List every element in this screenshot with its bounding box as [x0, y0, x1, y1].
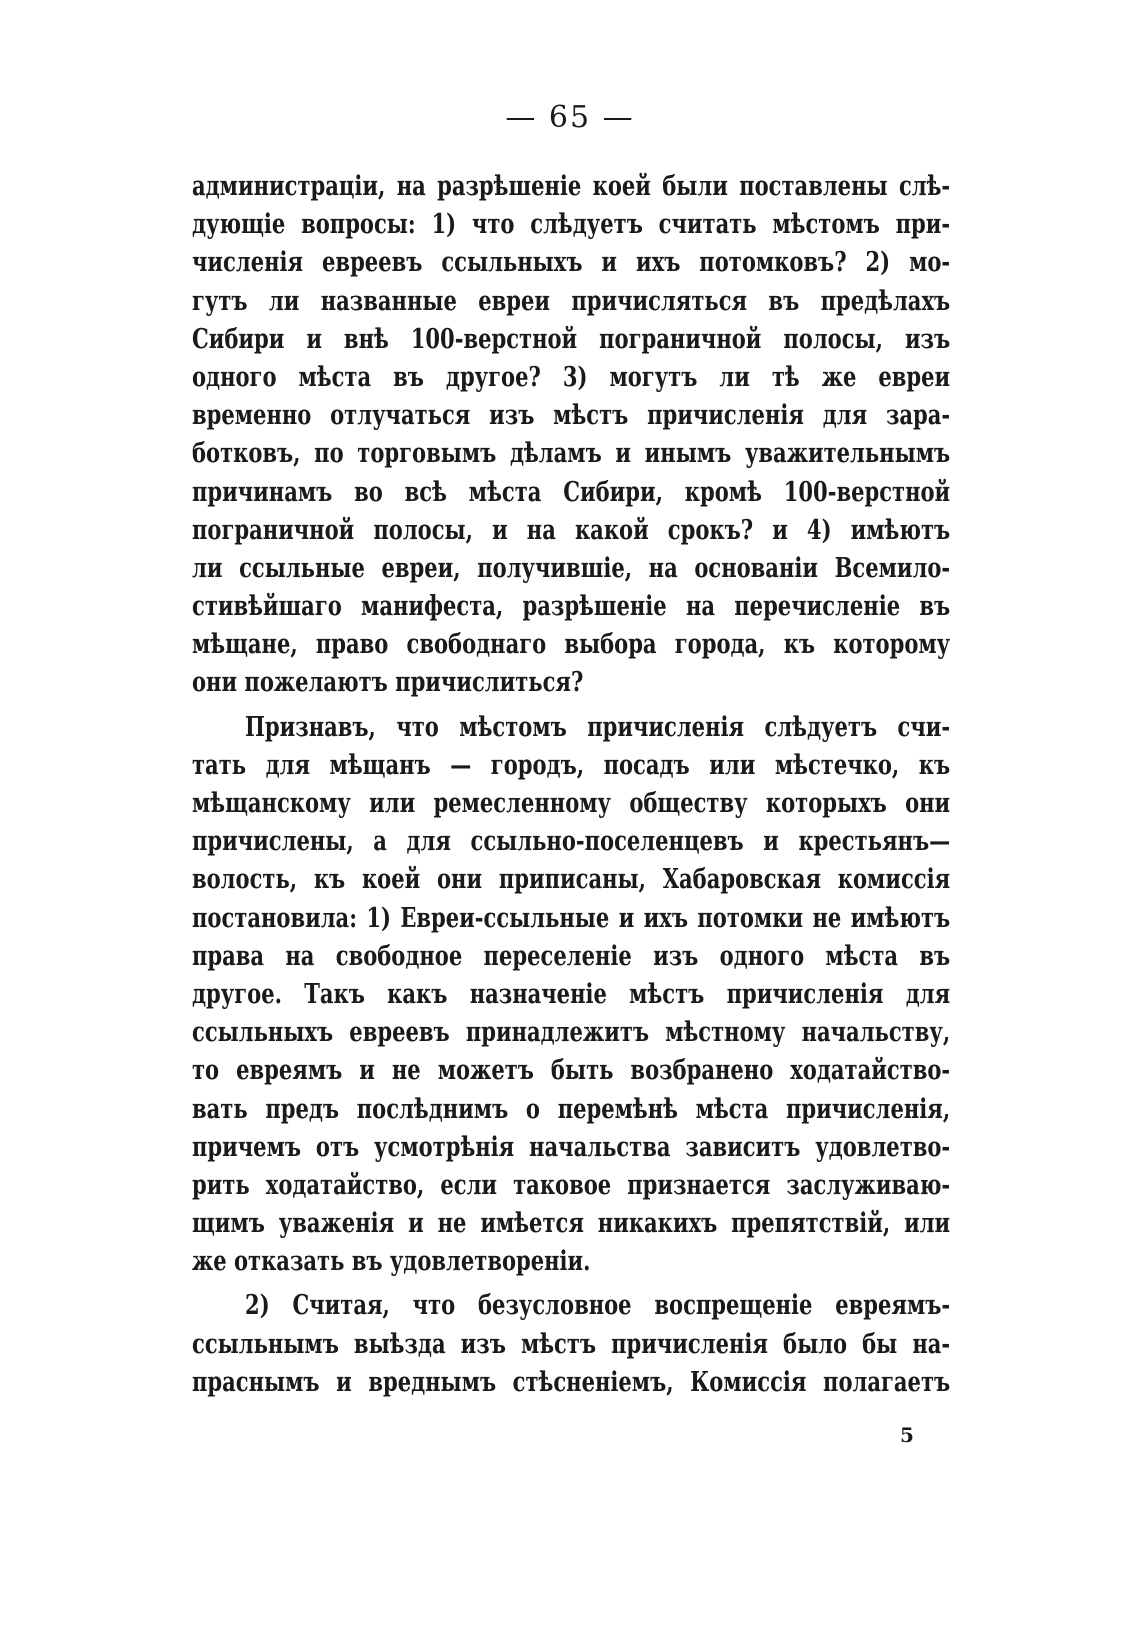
text-line: Признавъ, что мѣстомъ причисленія слѣдуетъ счи- [245, 711, 951, 743]
paragraph-3 [192, 1287, 950, 1402]
text-line: гутъ ли названные евреи причисляться въ предѣлахъ [192, 285, 951, 317]
text-line: вать предъ послѣднимъ о перемѣнѣ мѣста причисленія, [192, 1093, 951, 1125]
text-line: рить ходатайство, если таковое признается заслуживаю- [192, 1169, 951, 1201]
text-line: администраціи, на разрѣшеніе коей были поставлены слѣ- [192, 171, 951, 202]
text-line: ли ссыльные евреи, получившіе, на основаніи Всемило- [192, 552, 951, 584]
text-line: дующіе вопросы: 1) что слѣдуетъ считать мѣстомъ при- [192, 209, 951, 241]
text-line: другое. Такъ какъ назначеніе мѣстъ причисленія для [192, 978, 951, 1010]
text-line: же отказать въ удовлетвореніи. [192, 1246, 591, 1278]
text-line: Сибири и внѣ 100-верстной пограничной полосы, изъ [192, 323, 951, 355]
text-line: щимъ уваженія и не имѣется никакихъ препятствій, или [192, 1208, 951, 1240]
text-line: мѣщане, право свободнаго выбора города, къ которому [192, 629, 951, 661]
text-line: ботковъ, по торговымъ дѣламъ и инымъ уважительнымъ [192, 438, 951, 470]
text-line: тать для мѣщанъ — городъ, посадъ или мѣстечко, къ [192, 749, 951, 781]
page-number-header: — 65 — [505, 100, 635, 135]
text-line: волость, къ коей они приписаны, Хабаровская комиссія [192, 864, 951, 896]
paragraph-1 [192, 168, 950, 703]
signature-mark: 5 [900, 1423, 914, 1447]
text-line: причислены, а для ссыльно-поселенцевъ и крестьянъ— [192, 826, 951, 858]
text-line: численія евреевъ ссыльныхъ и ихъ потомковъ? 2) мо- [192, 247, 951, 279]
text-line: то евреямъ и не можетъ быть возбранено ходатайство- [192, 1055, 951, 1087]
text-line: права на свободное переселеніе изъ одного мѣста въ [192, 940, 951, 972]
text-line: 2) Считая, что безусловное воспрещеніе евреямъ- [245, 1290, 951, 1322]
text-line: праснымъ и вреднымъ стѣсненіемъ, Комиссія полагаетъ [192, 1366, 951, 1398]
paragraph-2 [192, 709, 950, 1282]
text-line: причемъ отъ усмотрѣнія начальства зависитъ удовлетво- [192, 1131, 951, 1163]
text-line: одного мѣста въ другое? 3) могутъ ли тѣ же евреи [192, 361, 951, 393]
text-line: ссыльнымъ выѣзда изъ мѣстъ причисленія было бы на- [192, 1328, 951, 1360]
text-line: причинамъ во всѣ мѣста Сибири, кромѣ 100-верстной [192, 476, 951, 508]
text-line: мѣщанскому или ремесленному обществу которыхъ они [192, 788, 951, 819]
text-line: они пожелаютъ причислиться? [192, 667, 584, 699]
text-line: стивѣйшаго манифеста, разрѣшеніе на перечисленіе въ [192, 591, 951, 623]
text-line: постановила: 1) Евреи-ссыльные и ихъ потомки не имѣютъ [192, 902, 951, 934]
body-text [192, 168, 950, 1402]
text-line: пограничной полосы, и на какой срокъ? и 4) имѣютъ [192, 514, 951, 546]
text-line: временно отлучаться изъ мѣстъ причисленія для зара- [192, 400, 951, 432]
text-line: ссыльныхъ евреевъ принадлежитъ мѣстному начальству, [192, 1017, 951, 1049]
